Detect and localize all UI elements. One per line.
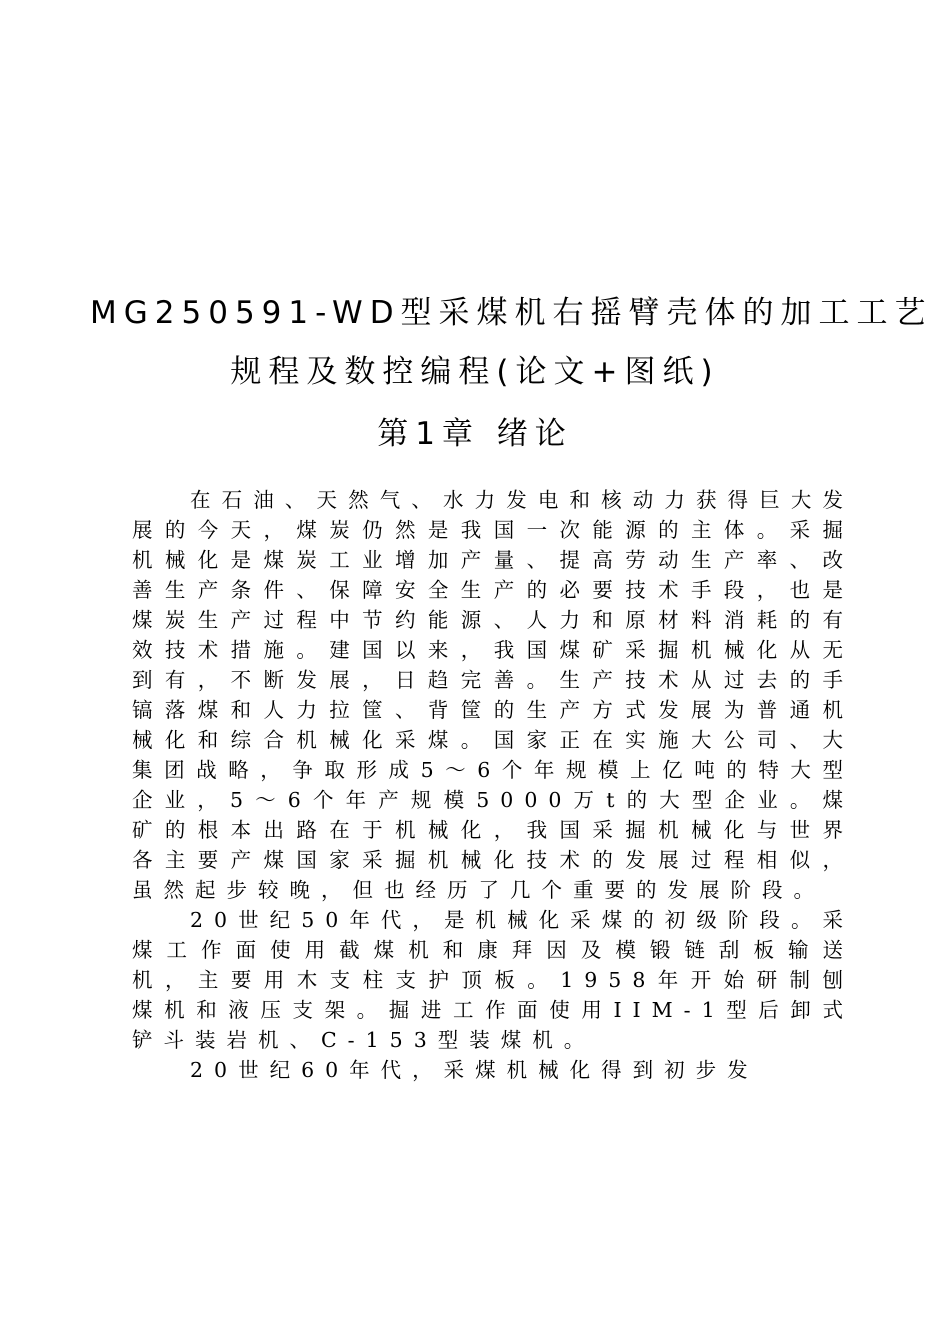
chapter-heading: 第1章 绪论 <box>377 416 573 452</box>
title-line-1: MG250591-WD型采煤机右摇臂壳体的加工工艺 <box>90 295 933 331</box>
paragraph: 20世纪60年代，采煤机械化得到初步发 <box>190 1058 759 1082</box>
title-line-2: 规程及数控编程(论文+图纸) <box>230 354 720 390</box>
paragraph: 在石油、天然气、水力发电和核动力获得巨大发展的今天，煤炭仍然是我国一次能源的主体。采掘机械化是煤炭工业增加产量、提高劳动生产率、改善生产条件、保障安全生产的必要技术手段，也是煤炭生产过程中节约能源、人力和原材料消耗的有效技术措施。建国以来，我国煤矿采掘机械化从无到有，不断发展，日趋完善。生产技术从过去的手镐落煤和人力拉筐、背筐的生产方式发展为普通机械化和综合机械化采煤。国家正在实施大公司、大集团战略，争取形成5～6个年规模上亿吨的特大型企业，5～6个年产规模5000万t的大型企业。煤矿的根本出路在于机械化，我国采掘机械化与世界各主要产煤国家采掘机械化技术的发展过程相似，虽然起步较晚，但也经历了几个重要的发展阶段。 <box>132 488 854 902</box>
paragraph: 20世纪50年代，是机械化采煤的初级阶段。采煤工作面使用截煤机和康拜因及模锻链刮板输送机，主要用木支柱支护顶板。1958年开始研制刨煤机和液压支架。掘进工作面使用IIM-1型后卸式铲斗装岩机、C-153型装煤机。 <box>132 908 854 1052</box>
body-text <box>132 485 854 1085</box>
